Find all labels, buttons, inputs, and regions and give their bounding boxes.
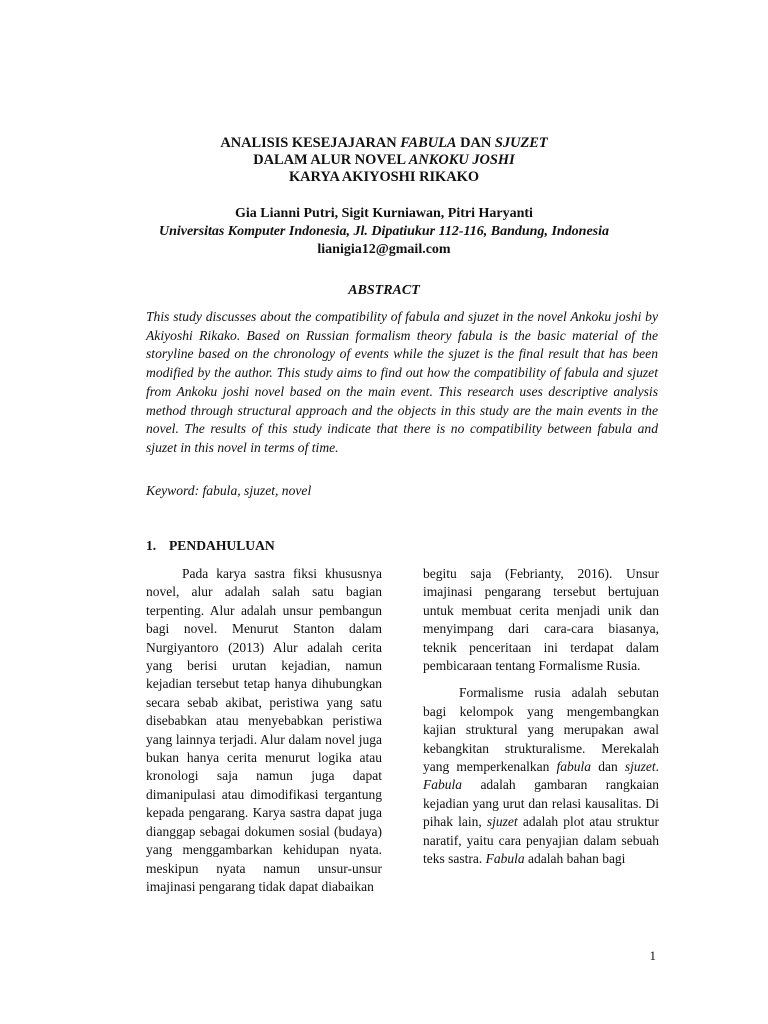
title-term-sjuzet: SJUZET: [494, 135, 548, 151]
title-line-2: DALAM ALUR NOVEL ANKOKU JOSHI: [253, 152, 515, 168]
keywords: Keyword: fabula, sjuzet, novel: [146, 483, 312, 498]
section-title: PENDAHULUAN: [169, 538, 275, 553]
page-number: 1: [649, 948, 656, 963]
title-line-1: ANALISIS KESEJAJARAN FABULA DAN SJUZET: [220, 135, 548, 151]
author-email: lianigia12@gmail.com: [317, 242, 451, 257]
section-number: 1.: [146, 538, 157, 553]
author-names: Gia Lianni Putri, Sigit Kurniawan, Pitri Haryanti: [235, 206, 533, 221]
title-term-fabula: FABULA: [400, 135, 457, 151]
title-novel-name: ANKOKU JOSHI: [408, 152, 515, 168]
author-block: [100, 205, 668, 259]
left-column: [146, 565, 382, 896]
right-paragraph-1: begitu saja (Febrianty, 2016). Unsur imajinasi pengarang tersebut bertujuan untuk membuat cerita menjadi unik dan menyimpang dari cara-cara biasanya, teknik penceritaan ini terdapat dalam pembicaraan tentang Formalisme Rusia.: [423, 566, 659, 674]
right-column: [423, 565, 659, 869]
author-affiliation: Universitas Komputer Indonesia, Jl. Dipatiukur 112-116, Bandung, Indonesia: [158, 224, 610, 239]
left-paragraph-1: Pada karya sastra fiksi khususnya novel, alur adalah salah satu bagian terpenting. Alur adalah unsur pembangun bagi novel. Menurut Stanton dalam Nurgiyantoro (2013) Alur adalah cerita yang berisi urutan kejadian, namun kejadian tersebut tetap hanya dihubungkan secara sebab akibat, peristiwa yang satu disebabkan atau menyebabkan peristiwa yang lainnya terjadi. Alur dalam novel juga bukan hanya cerita menurut logika atau kronologi saja namun juga dapat dimanipulasi atau dimodifikasi tergantung kepada pengarang. Karya sastra dapat juga dianggap sebagai dokumen sosial (budaya) yang menggambarkan kehidupan nyata. meskipun nyata namun unsur-unsur imajinasi pengarang tidak dapat diabaikan: [146, 566, 382, 894]
paper-title: [100, 135, 668, 186]
section-heading: [146, 538, 275, 554]
title-line-3: KARYA AKIYOSHI RIKAKO: [288, 169, 480, 185]
right-paragraph-2: Formalisme rusia adalah sebutan bagi kelompok yang mengembangkan kajian struktural yang merupakan awal kebangkitan strukturalisme. Merekalah yang memperkenalkan fabula dan sjuzet. Fabula adalah gambaran rangkaian kejadian yang urut dan relasi kausalitas. Di pihak lain, sjuzet adalah plot atau struktur naratif, yaitu cara penyajian dalam sebuah teks sastra. Fabula adalah bahan bagi: [423, 685, 659, 867]
abstract-body: This study discusses about the compatibility of fabula and sjuzet in the novel Ankoku joshi by Akiyoshi Rikako. Based on Russian formalism theory fabula is the basic material of the storyline based on the chronology of events while the sjuzet is the final result that has been modified by the author. This study aims to find out how the compatibility of fabula and sjuzet from Ankoku joshi novel based on the main event. This research uses descriptive analysis method through structural approach and the objects in this study are the main events in the novel. The results of this study indicate that there is no compatibility between fabula and sjuzet in this novel in terms of time.: [146, 309, 658, 455]
abstract-heading: ABSTRACT: [348, 283, 420, 298]
